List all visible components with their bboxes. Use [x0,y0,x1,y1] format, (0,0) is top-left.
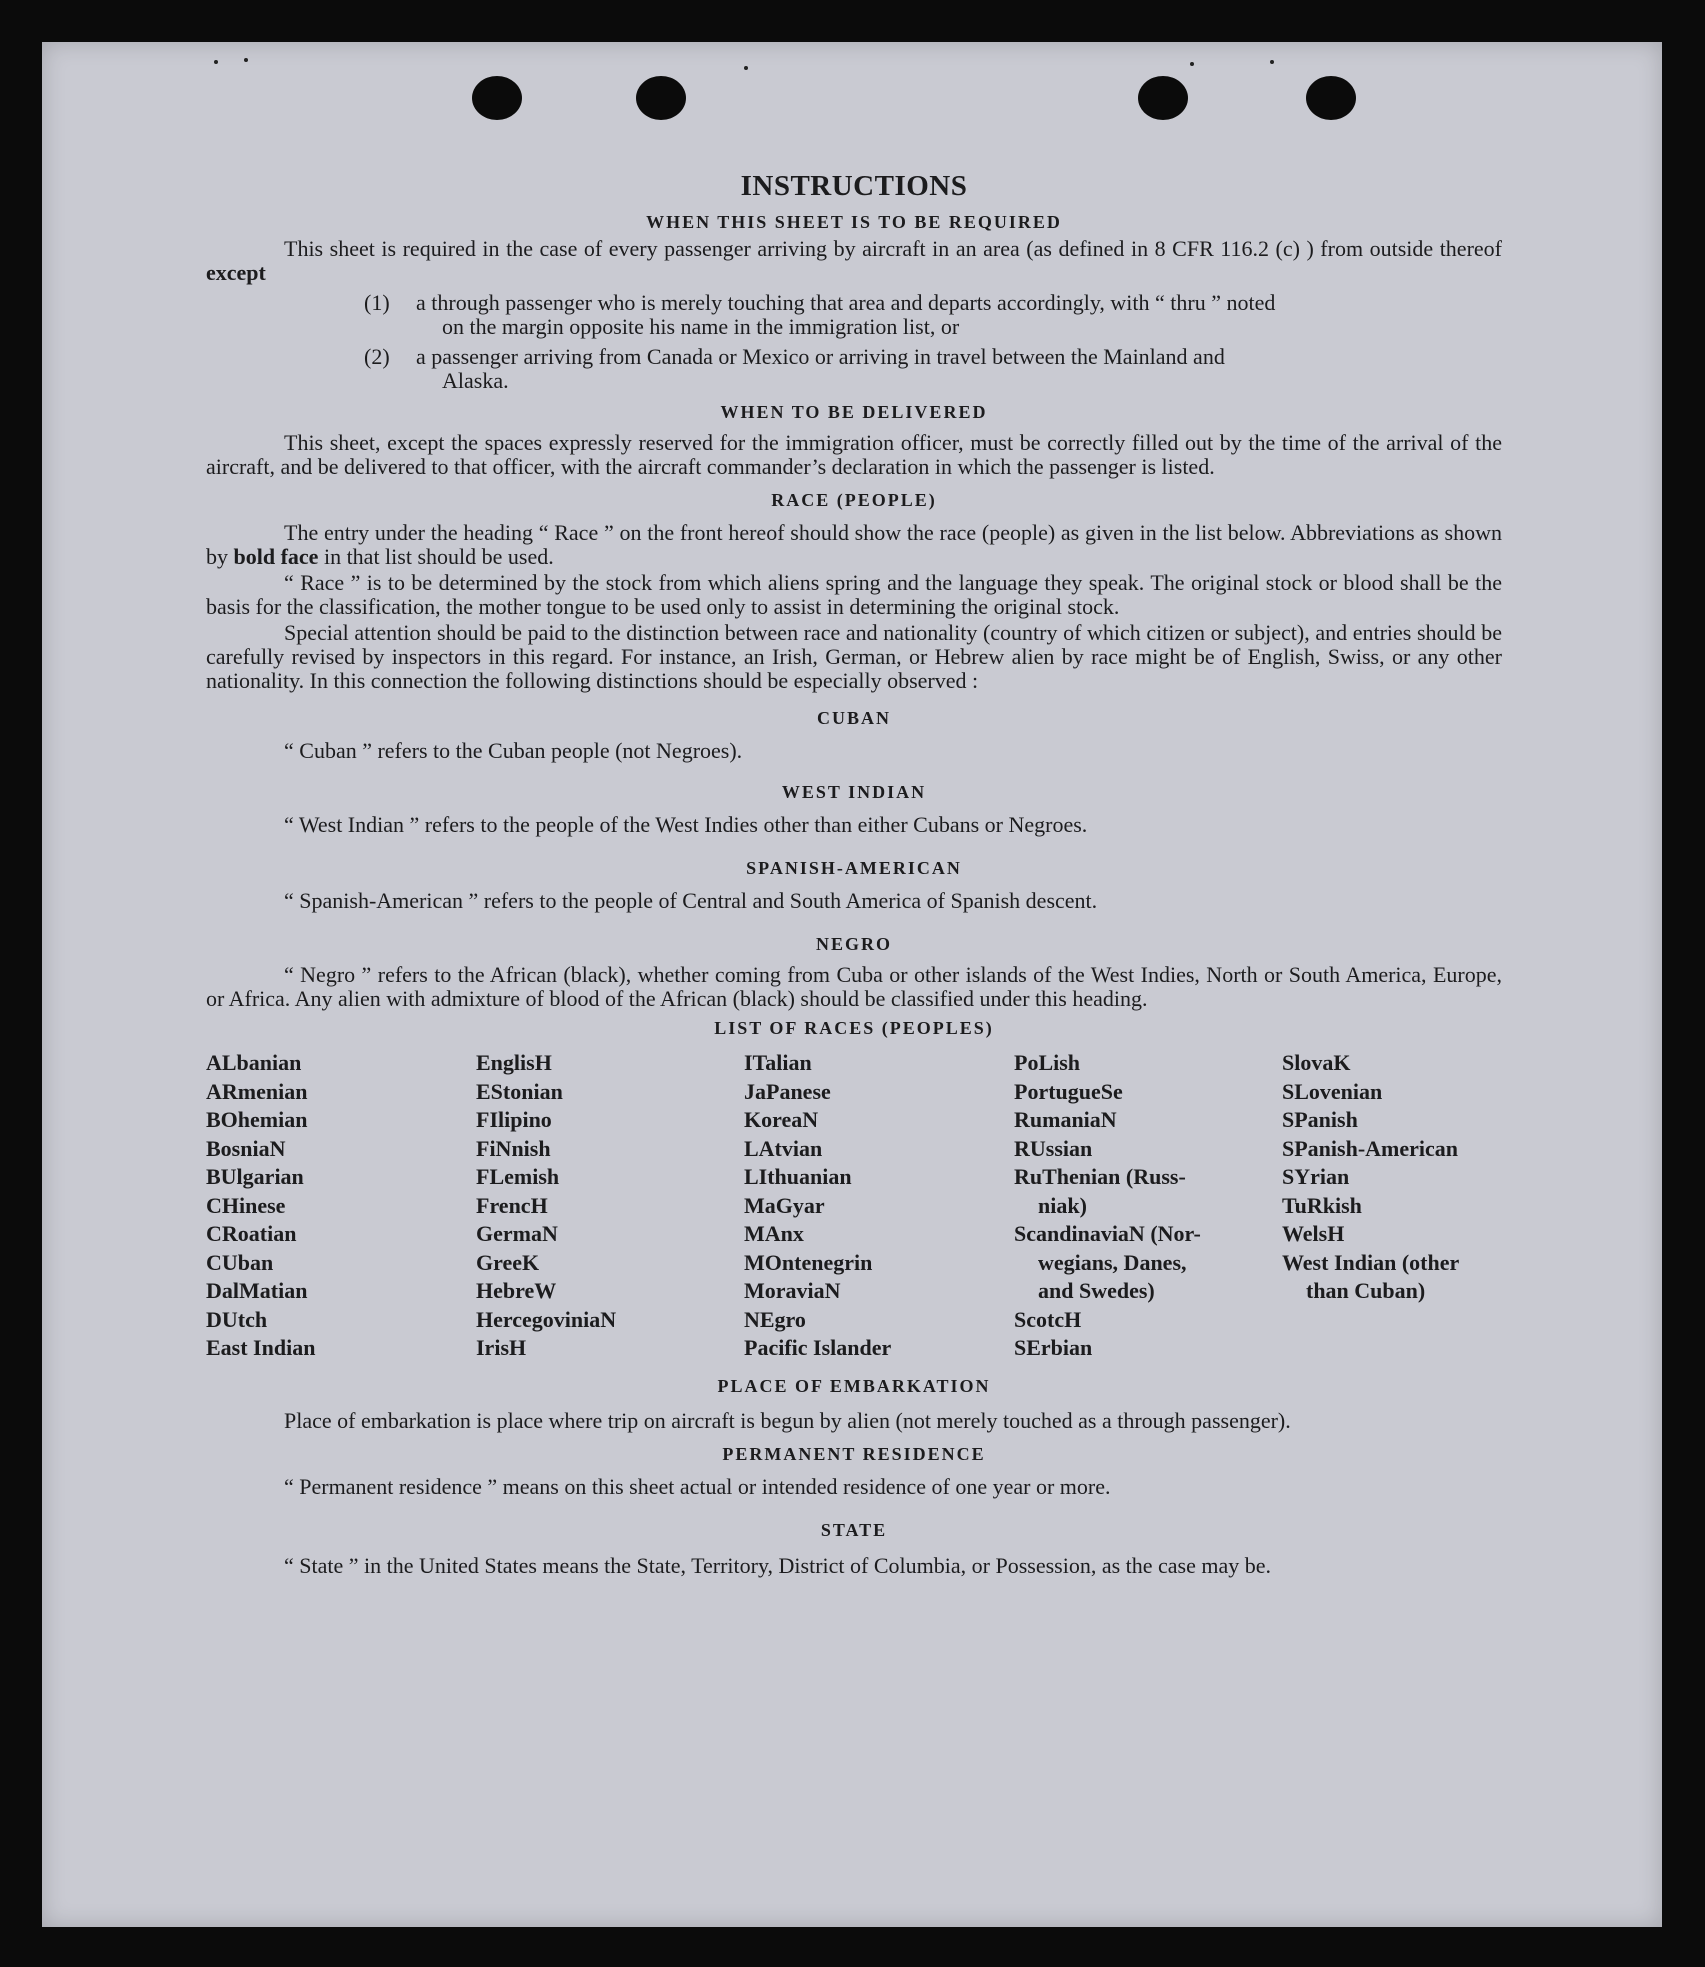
races-list [206,1049,1502,1363]
speck [1190,62,1194,66]
race-paragraph-2: “ Race ” is to be determined by the stock from which aliens spring and the language they speak. The original stock or blood shall be the basis for the classification, the mother tongue to be used only to assist in determining the original stock. [206,570,1502,619]
exception-line: a through passenger who is merely touching that area and departs accordingly, with “ thru ” noted [416,290,1276,315]
section-heading-required: WHEN THIS SHEET IS TO BE REQUIRED [646,212,1062,232]
exception-text [416,345,1502,393]
section-heading-embarkation: PLACE OF EMBARKATION [717,1375,991,1396]
race-entry: MOntenegrin [744,1249,873,1275]
race-entry: GreeK [476,1249,540,1275]
speck [1270,60,1274,64]
delivered-text: This sheet, except the spaces expressly reserved for the immigration officer, must be correctly filled out by the time of the arrival of the aircraft, and be delivered to that officer, with the aircraft commander’s declaration in which the passenger is listed. [206,430,1502,479]
race-entry: ITalian [744,1050,812,1075]
exception-line: Alaska. [442,368,509,393]
race-entry: HercegoviniaN [476,1306,617,1332]
race-entry: MoraviaN [744,1278,841,1303]
race-entry: GermaN [476,1221,558,1246]
section-heading-delivered: WHEN TO BE DELIVERED [720,402,988,422]
permanent-residence-text: “ Permanent residence ” means on this sheet actual or intended residence of one year or more. [284,1473,1111,1499]
race-entry: SPanish-American [1282,1135,1458,1161]
exception-text [416,291,1502,339]
race-entry: SErbian [1014,1335,1093,1360]
section-heading-list-of-races: LIST OF RACES (PEOPLES) [714,1018,994,1038]
exception-item-1 [364,291,1502,339]
section-heading-permanent-residence: PERMANENT RESIDENCE [722,1443,986,1464]
race-entry: TuRkish [1282,1192,1362,1218]
speck [244,58,248,62]
race-entry: ALbanian [206,1050,302,1075]
race-paragraph-3: Special attention should be paid to the distinction between race and nationality (country of which citizen or subject), and entries should be carefully revised by inspectors in this regard. For instance, an Irish, German, or Hebrew alien by race might be of English, Swiss, or any other nationality. In this connection the following distinctions should be especially observed : [206,620,1502,693]
embarkation-text: Place of embarkation is place where trip on aircraft is begun by alien (not merely touched as a through passenger). [284,1407,1291,1433]
race-entry-continuation: than Cuban) [1306,1278,1426,1303]
race-entry: IrisH [476,1335,527,1360]
race-entry: EnglisH [476,1050,552,1075]
race-entry: DUtch [206,1306,268,1332]
punch-hole [472,76,522,120]
race-entry: BOhemian [206,1107,308,1132]
section-heading-spanish-american: SPANISH-AMERICAN [746,858,962,878]
race-entry: SYrian [1282,1164,1350,1189]
races-column-5 [1282,1049,1502,1363]
race-entry: FrencH [476,1192,548,1218]
race-entry: FiNnish [476,1135,551,1161]
race-entry-continuation: wegians, Danes, [1038,1249,1187,1275]
exception-line: a passenger arriving from Canada or Mexico or arriving in travel between the Mainland and [416,344,1225,369]
race-p1-bold: bold face [233,544,319,569]
race-entry: ScandinaviaN (Nor- [1014,1221,1201,1246]
instructions-body [206,167,1502,1581]
punch-hole [1306,76,1356,120]
race-entry: SLovenian [1282,1078,1383,1104]
race-entry: CUban [206,1249,274,1275]
race-entry: JaPanese [744,1078,831,1104]
exception-item-2 [364,345,1502,393]
punch-hole [636,76,686,120]
races-column-2 [476,1049,744,1363]
section-heading-west-indian: WEST INDIAN [781,782,927,802]
race-entry: FLemish [476,1164,560,1189]
required-intro-text: This sheet is required in the case of every passenger arriving by aircraft in an area (as defined in 8 CFR 116.2 (c) ) from outside thereof [284,236,1502,261]
race-entry: FIlipino [476,1107,552,1132]
punch-hole [1138,76,1188,120]
race-entry: ARmenian [206,1078,308,1104]
race-entry: SPanish [1282,1107,1358,1132]
race-entry: NEgro [744,1306,806,1332]
race-entry: DalMatian [206,1278,308,1303]
race-entry: MaGyar [744,1192,825,1218]
race-entry: BosniaN [206,1135,286,1161]
race-entry: RUssian [1014,1135,1093,1161]
race-entry-continuation: and Swedes) [1038,1278,1155,1303]
race-paragraph-1 [206,521,1502,569]
section-heading-cuban: CUBAN [816,708,891,728]
race-entry: LAtvian [744,1135,823,1161]
race-entry: RuThenian (Russ- [1014,1164,1186,1189]
race-p1-text: The entry under the heading “ Race ” on the front hereof should show the race (people) as given in the list below. Abbreviations as shown by [206,520,1502,569]
exception-line: on the margin opposite his name in the immigration list, or [442,314,960,339]
speck [744,66,748,70]
race-entry: PortugueSe [1014,1078,1123,1104]
race-entry: HebreW [476,1278,557,1303]
race-entry: LIthuanian [744,1164,852,1189]
races-column-4 [1014,1049,1282,1363]
race-entry: RumaniaN [1014,1107,1117,1132]
race-entry: CRoatian [206,1221,297,1246]
race-entry: CHinese [206,1192,286,1218]
required-intro-bold: except [206,260,266,285]
exception-number: (1) [364,290,390,315]
section-heading-race: RACE (PEOPLE) [771,490,937,510]
race-entry: PoLish [1014,1050,1081,1075]
spanish-american-text: “ Spanish-American ” refers to the people of Central and South America of Spanish descent. [284,888,1098,913]
race-entry: West Indian (other [1282,1249,1460,1275]
page-title: INSTRUCTIONS [740,170,968,202]
race-entry: East Indian [206,1335,316,1360]
race-entry: ScotcH [1014,1306,1082,1332]
race-p1-text-end: in that list should be used. [323,544,554,569]
race-entry: WelsH [1282,1221,1345,1246]
race-entry: MAnx [744,1221,804,1246]
races-column-3 [744,1049,1014,1363]
section-heading-negro: NEGRO [815,934,892,954]
cuban-text: “ Cuban ” refers to the Cuban people (not Negroes). [284,738,743,763]
race-entry: SlovaK [1282,1050,1351,1075]
required-intro [206,237,1502,285]
document-sheet [42,42,1662,1927]
race-entry-continuation: niak) [1038,1192,1087,1218]
section-heading-state: STATE [820,1519,888,1540]
exception-number: (2) [364,344,390,369]
race-entry: EStonian [476,1078,563,1104]
race-entry: KoreaN [744,1107,819,1132]
speck [214,60,218,64]
races-column-1 [206,1049,476,1363]
state-text: “ State ” in the United States means the State, Territory, District of Columbia, or Possession, as the case may be. [284,1552,1272,1578]
race-entry: BUlgarian [206,1164,304,1189]
negro-text: “ Negro ” refers to the African (black), whether coming from Cuba or other islands of the West Indies, North or South America, Europe, or Africa. Any alien with admixture of blood of the African (black) should be classified under this heading. [206,962,1502,1011]
race-entry: Pacific Islander [744,1335,892,1360]
west-indian-text: “ West Indian ” refers to the people of the West Indies other than either Cubans or Negroes. [284,812,1088,837]
